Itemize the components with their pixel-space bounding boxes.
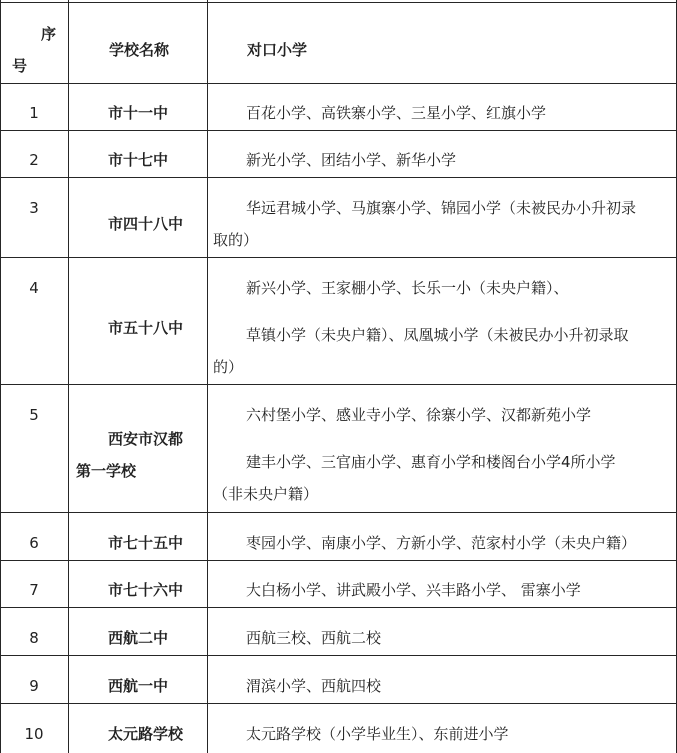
row-primary-line: 六村堡小学、感业寺小学、徐寨小学、汉都新苑小学: [246, 406, 592, 424]
row-primary-line: 新光小学、团结小学、新华小学: [246, 151, 457, 169]
row-school: 西安市汉都: [108, 430, 184, 448]
row-divider: [0, 384, 677, 385]
row-divider: [0, 560, 677, 561]
row-school: 市四十八中: [108, 215, 184, 233]
header-divider: [0, 83, 677, 84]
row-divider: [0, 703, 677, 704]
header-seq-bottom: 号: [12, 57, 28, 75]
row-divider: [0, 607, 677, 608]
row-primary-line: 渭滨小学、西航四校: [246, 677, 382, 695]
row-school: 市五十八中: [108, 319, 184, 337]
row-primary-line: 太元路学校（小学毕业生）、东前进小学: [246, 725, 509, 743]
row-seq: 2: [29, 151, 39, 169]
row-seq: 9: [29, 677, 39, 695]
row-divider: [0, 512, 677, 513]
row-school: 第一学校: [76, 462, 137, 480]
row-seq: 8: [29, 629, 39, 647]
row-divider: [0, 257, 677, 258]
row-primary-line: 草镇小学（未央户籍）、凤凰城小学（未被民办小升初录取: [246, 326, 629, 344]
row-primary-line: 新兴小学、王家棚小学、长乐一小（未央户籍）、: [246, 279, 569, 297]
row-school: 西航一中: [108, 677, 169, 695]
row-school: 太元路学校: [108, 725, 184, 743]
row-seq: 4: [29, 279, 39, 297]
header-primary-schools: 对口小学: [247, 41, 308, 59]
row-school: 市七十五中: [108, 534, 184, 552]
row-seq: 3: [29, 199, 39, 217]
row-divider: [0, 130, 677, 131]
table-border-top: [0, 2, 677, 3]
row-seq: 6: [29, 534, 39, 552]
row-primary-line: 西航三校、西航二校: [246, 629, 382, 647]
row-seq: 10: [24, 725, 44, 743]
row-seq: 1: [29, 104, 39, 122]
column-divider: [207, 0, 208, 753]
row-primary-line: 百花小学、高铁寨小学、三星小学、红旗小学: [246, 104, 547, 122]
row-primary-line: 华远君城小学、马旗寨小学、锦园小学（未被民办小升初录: [246, 199, 637, 217]
row-primary-line: 建丰小学、三官庙小学、惠育小学和楼阁台小学4所小学: [246, 453, 616, 471]
row-primary-line: 取的）: [213, 231, 259, 249]
row-school: 市十七中: [108, 151, 169, 169]
row-primary-line: 大白杨小学、讲武殿小学、兴丰路小学、 雷寨小学: [246, 581, 581, 599]
row-school: 市十一中: [108, 104, 169, 122]
row-seq: 5: [29, 406, 39, 424]
row-primary-line: 的）: [213, 358, 244, 376]
row-seq: 7: [29, 581, 39, 599]
row-primary-line: 枣园小学、南康小学、方新小学、范家村小学（未央户籍）: [246, 534, 637, 552]
row-school: 市七十六中: [108, 581, 184, 599]
header-school-name: 学校名称: [109, 41, 170, 59]
row-primary-line: （非未央户籍）: [213, 485, 319, 503]
row-divider: [0, 177, 677, 178]
column-divider: [68, 0, 69, 753]
row-divider: [0, 655, 677, 656]
row-school: 西航二中: [108, 629, 169, 647]
header-seq-top: 序: [41, 25, 57, 43]
